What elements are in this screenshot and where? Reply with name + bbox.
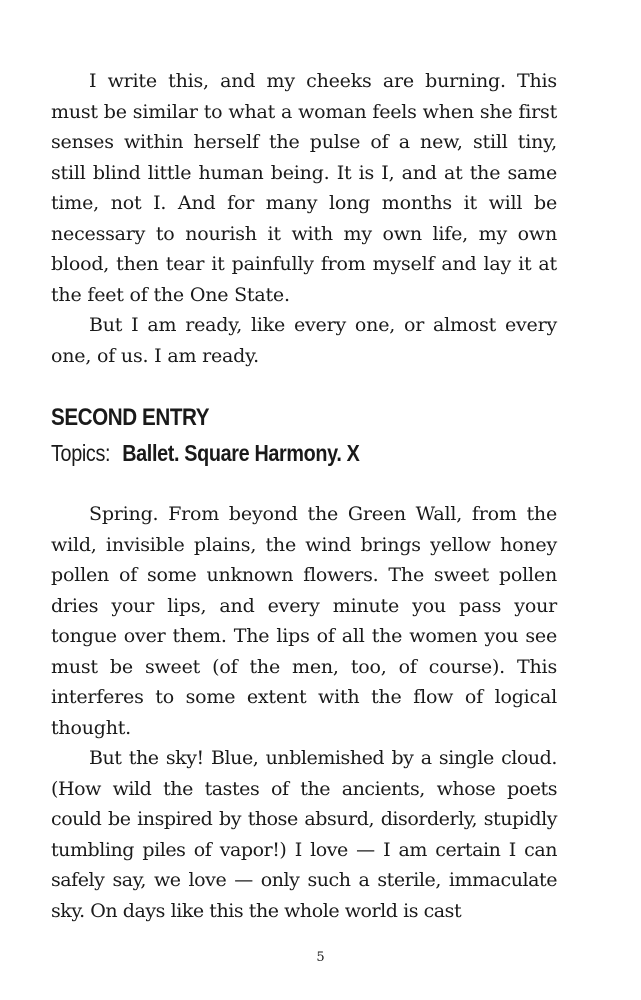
paragraph: Spring. From beyond the Green Wall, from the wild, invisible plains, the wind brings yellow honey pollen of some unknown flowers. The sweet pollen dries your lips, and every minute you pass your tongue over them. The lips of all the women you see must be sweet (of the men, too, of course). This interferes to some extent with the flow of logical thought.: [51, 503, 557, 739]
paragraph: But I am ready, like every one, or almost every one, of us. I am ready.: [51, 314, 557, 367]
entry-heading: [51, 401, 557, 471]
entry-title: SECOND ENTRY: [51, 404, 210, 431]
page-content: [51, 66, 557, 926]
topics-line: [51, 435, 486, 471]
page-number: 5: [316, 950, 325, 965]
topics-label: Topics:: [51, 440, 111, 466]
paragraph: But the sky! Blue, unblemished by a single cloud. (How wild the tastes of the ancients, whose poets could be inspired by those absurd, disorderly, stupidly tumbling piles of vapor!) I love — I am certain I can safely say, we love — only such a sterile, immaculate sky. On days like this the whole world is cast: [51, 747, 557, 922]
paragraph: I write this, and my cheeks are burning. This must be similar to what a woman feels when she first senses within herself the pulse of a new, still tiny, still blind little human being. It is I, and at the same time, not I. And for many long months it will be necessary to nourish it with my own life, my own blood, then tear it painfully from myself and lay it at the feet of the One State.: [51, 70, 557, 306]
topics-value: Ballet. Square Harmony. X: [122, 440, 360, 466]
